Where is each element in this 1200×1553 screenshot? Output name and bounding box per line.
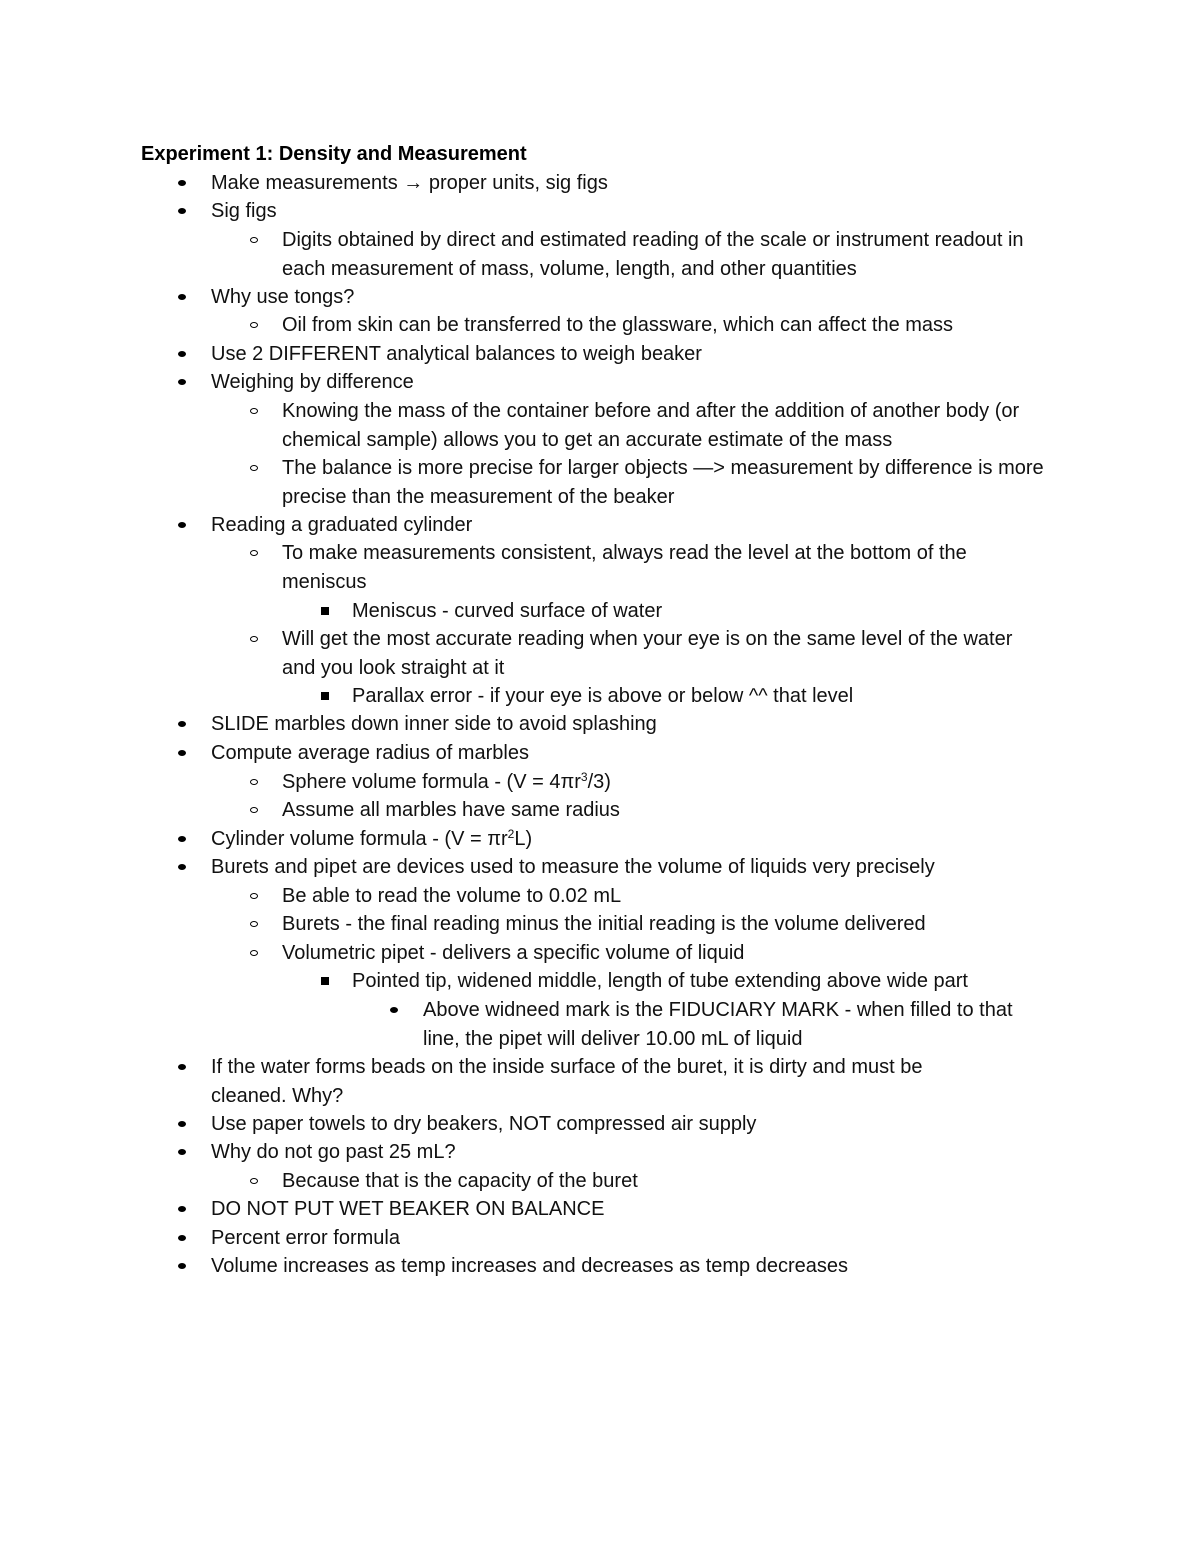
list-item-text: Burets and pipet are devices used to measure the volume of liquids very precisely	[211, 856, 935, 878]
list-item-text: Use paper towels to dry beakers, NOT compressed air supply	[211, 1113, 757, 1135]
page-title: Experiment 1: Density and Measurement	[141, 143, 527, 165]
list-item-text: Oil from skin can be transferred to the glassware, which can affect the mass	[282, 314, 954, 336]
list-item-text: Be able to read the volume to 0.02 mL	[282, 885, 622, 907]
list-item-text: The balance is more precise for larger objects —> measurement by difference is more precise than the measurement of the beaker	[282, 457, 1044, 508]
list-item	[211, 1053, 1001, 1110]
list-item	[282, 454, 1062, 511]
bullet-disc-icon	[178, 208, 186, 214]
formula-text: Sphere volume formula - (V = 4πr	[282, 771, 581, 793]
bullet-disc-icon	[178, 522, 186, 528]
list-item	[423, 996, 1033, 1053]
list-item-text: Volumetric pipet - delivers a specific volume of liquid	[282, 942, 745, 964]
list-item-text: Use 2 DIFFERENT analytical balances to weigh beaker	[211, 343, 702, 365]
list-item	[282, 910, 1082, 939]
list-item	[282, 1167, 1082, 1196]
bullet-disc-icon	[178, 379, 186, 385]
list-item-text: Sig figs	[211, 200, 277, 222]
bullet-disc-icon	[178, 1206, 186, 1212]
list-item-text: To make measurements consistent, always read the level at the bottom of the meniscus	[282, 542, 967, 593]
bullet-circle-icon	[250, 1178, 258, 1184]
list-item-text: Burets - the final reading minus the initial reading is the volume delivered	[282, 913, 926, 935]
list-item-text: Why use tongs?	[211, 286, 355, 308]
list-item	[282, 882, 1082, 911]
list-item-text: Will get the most accurate reading when your eye is on the same level of the water and you look straight at it	[282, 628, 1013, 679]
bullet-circle-icon	[250, 322, 258, 328]
superscript: 3	[580, 770, 588, 784]
bullet-square-icon	[321, 692, 329, 700]
list-item-text: DO NOT PUT WET BEAKER ON BALANCE	[211, 1198, 605, 1220]
list-item-text: Parallax error - if your eye is above or below ^^ that level	[352, 685, 854, 707]
bullet-disc-icon	[178, 721, 186, 727]
list-item-text: Compute average radius of marbles	[211, 742, 529, 764]
bullet-circle-icon	[250, 950, 258, 956]
bullet-circle-icon	[250, 465, 258, 471]
list-item	[211, 169, 1091, 198]
formula-text: Cylinder volume formula - (V = πr	[211, 828, 508, 850]
list-item	[211, 340, 1091, 369]
list-item-text: Percent error formula	[211, 1227, 400, 1249]
list-item-text: Assume all marbles have same radius	[282, 799, 620, 821]
list-item-text: Above widneed mark is the FIDUCIARY MARK - when filled to that line, the pipet will deliver 10.00 mL of liquid	[423, 999, 1013, 1050]
list-item-text: Make measurements → proper units, sig figs	[211, 172, 608, 194]
list-item	[211, 283, 1091, 312]
bullet-disc-icon	[178, 750, 186, 756]
list-item	[211, 1252, 1091, 1281]
list-item	[282, 311, 1082, 340]
superscript: 2	[507, 827, 515, 841]
list-item-text: Volume increases as temp increases and decreases as temp decreases	[211, 1255, 849, 1277]
list-item-text: Because that is the capacity of the buret	[282, 1170, 638, 1192]
list-item	[211, 1138, 1091, 1167]
bullet-square-icon	[321, 607, 329, 615]
list-item-text: Reading a graduated cylinder	[211, 514, 473, 536]
list-item	[211, 511, 1091, 540]
formula-text-end: /3)	[587, 771, 611, 793]
bullet-circle-icon	[250, 636, 258, 642]
list-item	[211, 853, 1091, 882]
list-item	[211, 1110, 1091, 1139]
bullet-disc-icon	[178, 836, 186, 842]
bullet-disc-icon	[178, 351, 186, 357]
bullet-circle-icon	[250, 893, 258, 899]
bullet-circle-icon	[250, 921, 258, 927]
bullet-disc-icon	[178, 1235, 186, 1241]
list-item-text	[282, 768, 1082, 797]
bullet-circle-icon	[250, 408, 258, 414]
bullet-square-icon	[321, 977, 329, 985]
bullet-disc-icon	[178, 294, 186, 300]
list-item-text: Weighing by difference	[211, 371, 414, 393]
list-item	[211, 1224, 1091, 1253]
bullet-circle-icon	[250, 807, 258, 813]
list-item-text: SLIDE marbles down inner side to avoid splashing	[211, 713, 657, 735]
list-item	[352, 597, 1082, 626]
list-item	[211, 197, 1091, 226]
bullet-circle-icon	[250, 779, 258, 785]
bullet-disc-icon	[178, 864, 186, 870]
list-item-text: Meniscus - curved surface of water	[352, 600, 663, 622]
bullet-disc-icon	[178, 1149, 186, 1155]
bullet-circle-icon	[250, 237, 258, 243]
list-item-text: Knowing the mass of the container before and after the addition of another body (or chemical sample) allows you to get an accurate estimate of the mass	[282, 400, 1020, 451]
bullet-disc-icon	[178, 1263, 186, 1269]
list-item	[211, 825, 1091, 854]
bullet-disc-icon	[178, 1064, 186, 1070]
list-item	[282, 625, 1042, 682]
formula-text-end: L)	[514, 828, 533, 850]
list-item-text: Pointed tip, widened middle, length of tube extending above wide part	[352, 970, 968, 992]
list-item	[282, 768, 1082, 797]
list-item-text: If the water forms beads on the inside surface of the buret, it is dirty and must be cleaned. Why?	[211, 1056, 923, 1107]
list-item	[282, 939, 1082, 968]
list-item-text: Digits obtained by direct and estimated reading of the scale or instrument readout in each measurement of mass, volume, length, and other quantities	[282, 229, 1024, 280]
list-item	[211, 368, 1091, 397]
list-item-text	[211, 825, 1091, 854]
list-item-text: Why do not go past 25 mL?	[211, 1141, 456, 1163]
bullet-circle-icon	[250, 550, 258, 556]
list-item	[211, 1195, 1091, 1224]
list-item	[211, 710, 1091, 739]
bullet-disc-icon	[178, 1121, 186, 1127]
list-item	[211, 739, 1091, 768]
list-item	[282, 796, 1082, 825]
list-item	[282, 539, 1042, 596]
list-item	[352, 682, 1082, 711]
bullet-disc-icon	[178, 180, 186, 186]
list-item	[282, 397, 1062, 454]
list-item	[282, 226, 1072, 283]
bullet-disc-icon	[390, 1007, 398, 1013]
list-item	[352, 967, 1082, 996]
